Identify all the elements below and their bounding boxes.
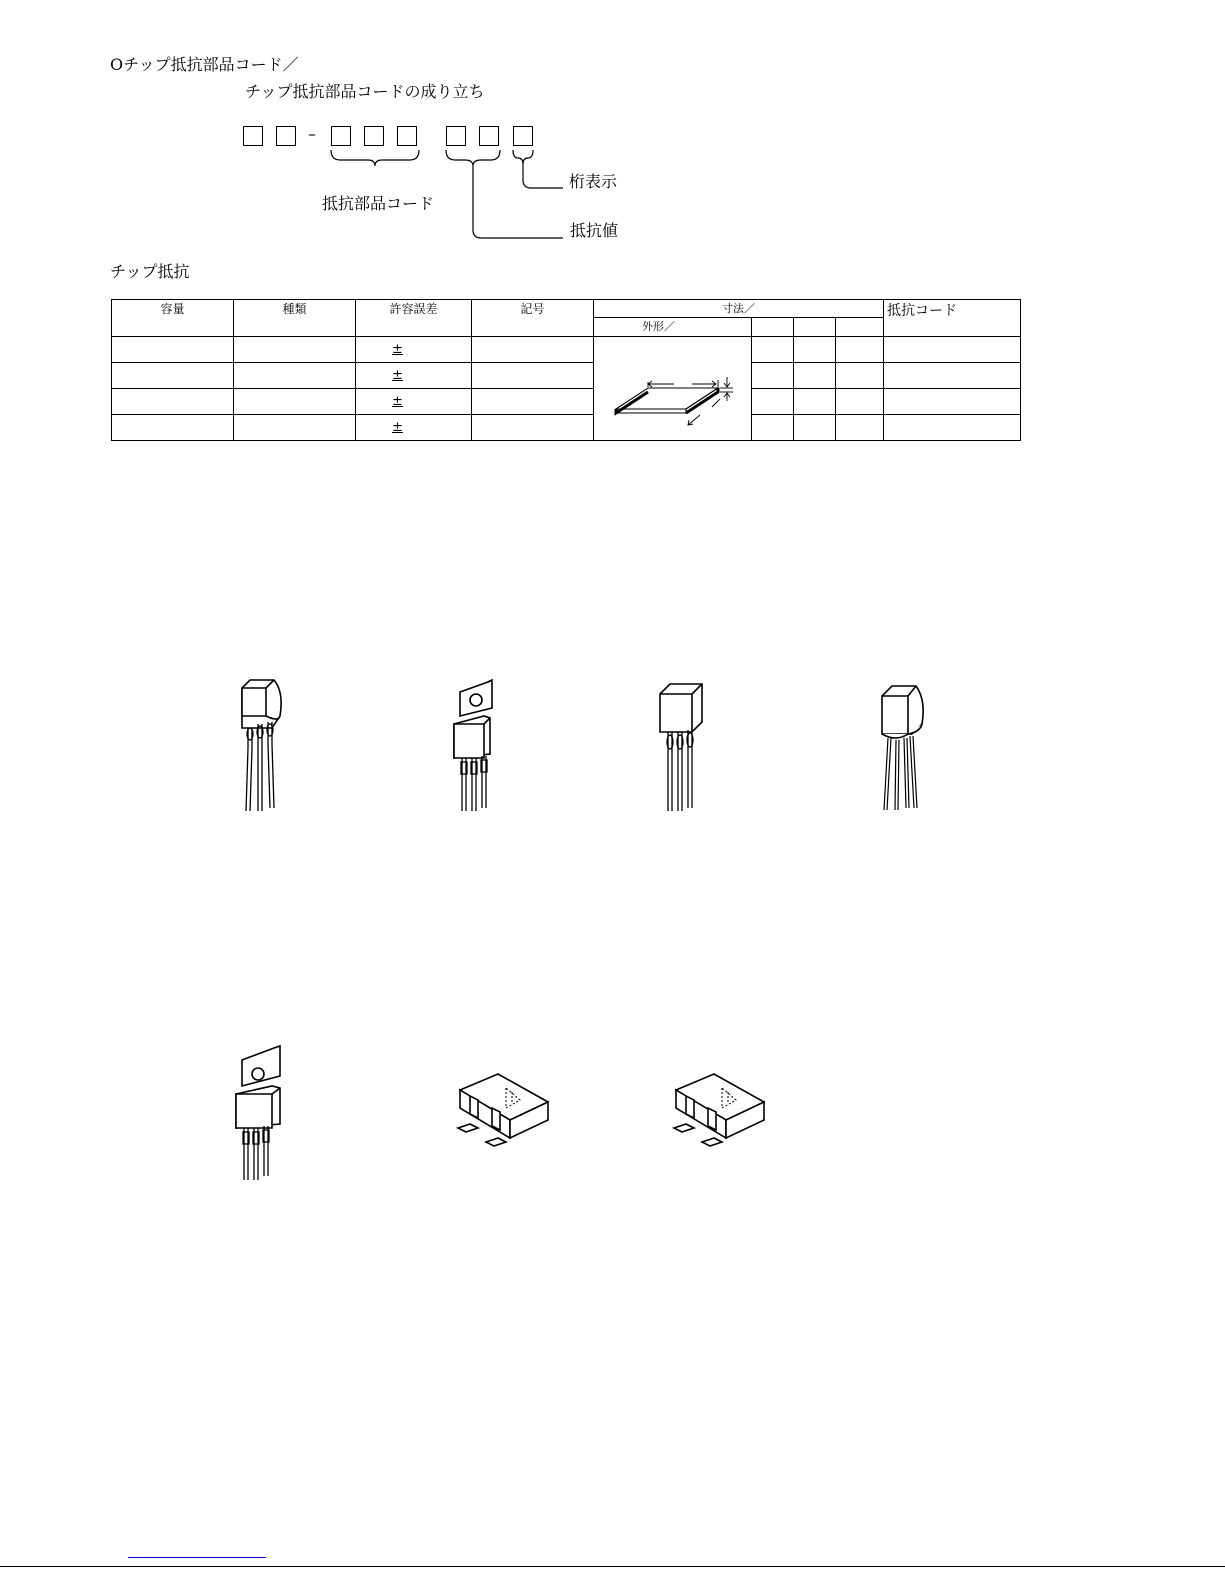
section-title: チップ抵抗: [110, 262, 190, 281]
header-type: 種類: [234, 300, 356, 337]
header-dimensions: 寸法／: [594, 300, 884, 318]
dim-col-1: [752, 318, 794, 337]
page-subtitle: チップ抵抗部品コードの成り立ち: [245, 82, 485, 101]
sot23-chip-icon-2: [668, 1068, 778, 1158]
header-tolerance: 許容誤差: [356, 300, 472, 337]
table-row: [112, 389, 1021, 415]
sot23-chip-icon: [452, 1068, 562, 1158]
code-dash: –: [308, 124, 316, 143]
table-row: [112, 415, 1021, 441]
digit-display-label: 桁表示: [569, 172, 618, 191]
dim-col-2: [794, 318, 836, 337]
header-capacity: 容量: [112, 300, 234, 337]
tolerance-value: ±: [392, 368, 403, 383]
page-title: Oチップ抵抗部品コード／: [110, 55, 299, 74]
header-outline: 外形／: [594, 318, 752, 337]
resistance-value-label: 抵抗値: [570, 221, 619, 240]
table-row: [112, 363, 1021, 389]
header-symbol: 記号: [472, 300, 594, 337]
to220-transistor-icon: [446, 676, 516, 816]
chip-outline-cell: [594, 337, 752, 441]
tolerance-value: ±: [392, 342, 403, 357]
tolerance-value: ±: [392, 394, 403, 409]
table-row: [112, 337, 1021, 363]
to92-long-lead-transistor-icon: [876, 676, 936, 816]
to220-transistor-icon-2: [228, 1040, 298, 1185]
resistor-part-code-label: 抵抗部品コード: [322, 194, 435, 213]
dim-col-3: [836, 318, 884, 337]
chip-resistor-icon: [608, 355, 748, 455]
footer-link-underline: [128, 1557, 266, 1558]
footer-rule: [0, 1566, 1225, 1567]
tolerance-value: ±: [392, 420, 403, 435]
to92-transistor-icon: [236, 676, 296, 816]
to126-transistor-icon: [656, 676, 716, 816]
header-resistor-code: 抵抗コード: [884, 300, 1021, 337]
chip-resistor-table: [111, 299, 1021, 441]
